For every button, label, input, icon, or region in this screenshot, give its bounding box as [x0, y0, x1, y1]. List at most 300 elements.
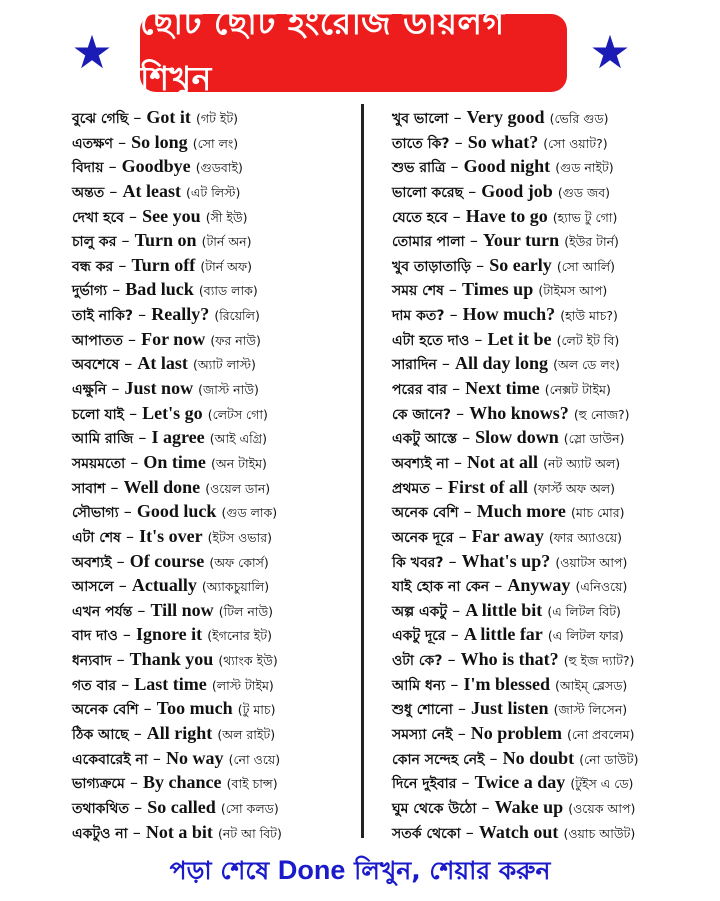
star-icon: ★ [71, 25, 113, 79]
phrase-row [392, 622, 692, 647]
bangla-phrase: অনেক দূরে [392, 529, 454, 546]
pronunciation: (হু নোজ?) [573, 406, 630, 422]
pronunciation: (সী ইউ) [205, 209, 248, 225]
bangla-phrase: ভালো করেছ [392, 184, 464, 201]
dash-separator: – [129, 206, 138, 226]
bangla-phrase: দাম কত? [392, 308, 445, 325]
bangla-phrase: সময়মতো [72, 455, 126, 472]
phrase-row [392, 475, 692, 500]
dash-separator: – [450, 674, 459, 694]
column-divider [361, 104, 364, 838]
phrase-row [72, 154, 357, 179]
phrase-row [72, 204, 357, 229]
dash-separator: – [450, 625, 459, 645]
phrase-row [392, 277, 692, 302]
phrase-row [392, 351, 692, 376]
bangla-phrase: শুভ রাত্রি [392, 160, 446, 177]
pronunciation: (নট অ্যাট অল) [543, 455, 621, 471]
english-phrase: Bad luck [125, 279, 194, 300]
english-phrase: Anyway [507, 575, 571, 596]
bangla-phrase: সারাদিন [392, 357, 437, 374]
pronunciation: (ওয়াচ আউট) [563, 825, 636, 841]
phrase-row [72, 425, 357, 450]
bangla-phrase: সমস্যা নেই [392, 727, 453, 744]
bangla-phrase: যেতে হবে [392, 209, 448, 226]
phrase-row [392, 598, 692, 623]
phrase-row [72, 647, 357, 672]
pronunciation: (অল ডে লং) [553, 357, 620, 373]
bangla-phrase: সময় শেষ [392, 283, 444, 300]
pronunciation: (অ্যাট লাস্ট) [192, 357, 256, 373]
footer-text-before: পড়া শেষে [169, 856, 270, 885]
english-phrase: Not a bit [145, 821, 213, 842]
bangla-phrase: চালু কর [72, 234, 117, 251]
english-phrase: All day long [454, 353, 549, 374]
dash-separator: – [461, 773, 470, 793]
english-phrase: Much more [476, 501, 566, 522]
english-phrase: Just listen [471, 698, 549, 719]
english-phrase: How much? [462, 304, 556, 325]
phrase-row [392, 696, 692, 721]
english-phrase: Your turn [482, 230, 560, 251]
english-phrase: A little far [463, 624, 543, 645]
pronunciation: (রিয়েলি) [214, 308, 260, 324]
phrase-row [72, 105, 357, 130]
bangla-phrase: বাদ দাও [72, 628, 118, 645]
phrase-row [72, 770, 357, 795]
dash-separator: – [448, 551, 457, 571]
english-phrase: Thank you [129, 649, 214, 670]
dash-separator: – [481, 797, 490, 817]
dash-separator: – [468, 181, 477, 201]
dash-separator: – [116, 650, 125, 670]
bangla-phrase: এটা শেষ [72, 529, 121, 546]
pronunciation: (হ্যাভ টু গো) [552, 209, 618, 225]
dash-separator: – [126, 526, 134, 546]
dash-separator: – [112, 280, 121, 300]
pronunciation: (থ্যাংক ইউ) [218, 653, 278, 669]
phrase-row [392, 524, 692, 549]
phrase-row [392, 130, 692, 155]
english-phrase: So called [147, 796, 216, 817]
english-phrase: At least [122, 180, 181, 201]
pronunciation: (গুড জব) [557, 184, 611, 200]
english-phrase: Too much [156, 698, 233, 719]
english-phrase: On time [143, 451, 206, 472]
bangla-phrase: চলো যাই [72, 406, 124, 423]
dash-separator: – [441, 354, 450, 374]
english-phrase: By chance [143, 772, 222, 793]
dash-separator: – [463, 502, 472, 522]
dash-separator: – [462, 428, 471, 448]
english-phrase: Twice a day [474, 772, 566, 793]
dash-separator: – [130, 452, 139, 472]
bangla-phrase: এখন পর্যন্ত [72, 603, 133, 620]
bangla-phrase: সতর্ক থেকো [392, 825, 461, 842]
dash-separator: – [476, 255, 485, 275]
bangla-phrase: ধন্যবাদ [72, 653, 112, 670]
english-phrase: No way [166, 747, 224, 768]
bangla-phrase: এক্ষুনি [72, 382, 107, 399]
pronunciation: (সো কলড) [220, 800, 279, 816]
english-phrase: Actually [131, 575, 197, 596]
english-phrase: Not at all [467, 451, 539, 472]
dash-separator: – [452, 206, 461, 226]
pronunciation: (লাস্ট টাইম) [211, 677, 274, 693]
dash-separator: – [469, 231, 478, 251]
pronunciation: (টাইমস আপ) [538, 283, 608, 299]
footer-done-word: Done [277, 855, 346, 885]
star-icon: ★ [589, 25, 631, 79]
pronunciation: (লেট ইট বি) [556, 332, 620, 348]
phrase-list-left [72, 105, 357, 844]
english-phrase: Who knows? [469, 402, 569, 423]
pronunciation: (জাস্ট লিসেন) [553, 702, 628, 718]
english-phrase: Wake up [494, 796, 564, 817]
phrase-row [72, 746, 357, 771]
phrase-row [392, 204, 692, 229]
dash-separator: – [138, 305, 147, 325]
dash-separator: – [458, 526, 467, 546]
bangla-phrase: তাই নাকি? [72, 308, 134, 325]
bangla-phrase: এতক্ষণ [72, 135, 113, 152]
english-phrase: Goodbye [121, 156, 191, 177]
bangla-phrase: অল্প একটু [392, 603, 448, 620]
english-phrase: Of course [129, 550, 205, 571]
phrase-row [392, 425, 692, 450]
english-phrase: So what? [467, 131, 539, 152]
phrase-row [72, 499, 357, 524]
dash-separator: – [450, 157, 459, 177]
english-phrase: Good night [463, 156, 551, 177]
pronunciation: (টুইস এ ডে) [570, 776, 634, 792]
dash-separator: – [137, 600, 146, 620]
dash-separator: – [453, 452, 462, 472]
phrase-row [392, 401, 692, 426]
pronunciation: (মাচ মোর) [570, 505, 625, 521]
phrase-row [72, 401, 357, 426]
english-phrase: Good job [481, 180, 553, 201]
pronunciation: (গুডবাই) [195, 160, 243, 176]
bangla-phrase: দিনে দুইবার [392, 776, 457, 793]
footer-text-after: লিখুন, শেয়ার করুন [354, 856, 551, 885]
phrase-row [72, 376, 357, 401]
phrase-row [392, 105, 692, 130]
pronunciation: (আইম্ ব্লেসড) [555, 677, 628, 693]
dash-separator: – [118, 132, 127, 152]
bangla-phrase: ভাগ্যক্রমে [72, 776, 125, 793]
english-phrase: Good luck [136, 501, 217, 522]
pronunciation: (টিল নাউ) [218, 603, 274, 619]
bangla-phrase: দুর্ভাগ্য [72, 283, 108, 300]
bangla-phrase: ওটা কে? [392, 653, 443, 670]
english-phrase: Next time [465, 378, 540, 399]
bangla-phrase: ঘুম থেকে উঠো [392, 800, 477, 817]
pronunciation: (ফর নাউ) [210, 332, 261, 348]
phrase-row [72, 672, 357, 697]
dash-separator: – [452, 379, 461, 399]
pronunciation: (ফার অ্যাওয়ে) [548, 529, 622, 545]
bangla-phrase: বন্ধ কর [72, 258, 114, 275]
bangla-phrase: প্রথমত [392, 480, 430, 497]
english-phrase: Well done [123, 476, 201, 497]
phrase-row [72, 524, 357, 549]
bangla-phrase: একটুও না [72, 825, 128, 842]
pronunciation: (এ লিটল বিট) [547, 603, 621, 619]
phrase-row [392, 647, 692, 672]
bangla-phrase: যাই হোক না কেন [392, 579, 490, 596]
dash-separator: – [434, 477, 443, 497]
bangla-phrase: ঠিক আছে [72, 727, 129, 744]
phrase-row [72, 622, 357, 647]
phrase-row [392, 770, 692, 795]
pronunciation: (গট ইট) [196, 111, 239, 126]
english-phrase: What's up? [461, 550, 551, 571]
english-phrase: Got it [146, 107, 191, 127]
footer-cta [0, 848, 720, 892]
phrase-row [392, 179, 692, 204]
pronunciation: (নো ওয়ে) [228, 751, 281, 767]
phrase-row [72, 598, 357, 623]
english-phrase: Let's go [142, 402, 203, 423]
phrase-row [72, 721, 357, 746]
bangla-phrase: অবশেষে [72, 357, 120, 374]
dash-separator: – [474, 329, 483, 349]
bangla-phrase: একটু দূরে [392, 628, 446, 645]
english-phrase: Ignore it [136, 624, 203, 645]
phrase-row [72, 277, 357, 302]
bangla-phrase: আমি ধন্য [392, 677, 446, 694]
dash-separator: – [138, 428, 147, 448]
phrase-row [72, 549, 357, 574]
pronunciation: (সো লং) [192, 135, 239, 151]
pronunciation: (স্লো ডাউন) [563, 431, 625, 447]
bangla-phrase: খুব তাড়াতাড়ি [392, 258, 472, 275]
bangla-phrase: এটা হতে দাও [392, 332, 470, 349]
dash-separator: – [121, 674, 130, 694]
pronunciation: (এ লিটল ফার) [547, 628, 624, 644]
bangla-phrase: অবশ্যই না [392, 455, 449, 472]
bangla-phrase: অনেক বেশি [392, 505, 459, 522]
pronunciation: (গুড লাক) [221, 505, 278, 521]
phrase-row [392, 795, 692, 820]
english-phrase: Far away [471, 525, 544, 546]
phrase-row [72, 696, 357, 721]
dash-separator: – [452, 600, 461, 620]
dash-separator: – [447, 650, 456, 670]
phrase-row [72, 130, 357, 155]
pronunciation: (হাউ মাচ?) [560, 308, 618, 324]
dash-separator: – [128, 329, 136, 349]
bangla-phrase: একটু আস্তে [392, 431, 457, 448]
pronunciation: (আই এগ্রি) [209, 431, 267, 447]
english-phrase: Turn off [131, 254, 196, 275]
english-phrase: First of all [447, 476, 528, 497]
dash-separator: – [116, 551, 125, 571]
bangla-phrase: অনেক বেশি [72, 702, 139, 719]
phrase-row [392, 450, 692, 475]
bangla-phrase: একেবারেই না [72, 751, 148, 768]
english-phrase: I agree [151, 427, 205, 448]
english-phrase: A little bit [465, 599, 543, 620]
phrase-row [72, 302, 357, 327]
dash-separator: – [454, 132, 463, 152]
dash-separator: – [129, 403, 138, 423]
bangla-phrase: শুধু শোনো [392, 702, 453, 719]
bangla-phrase: আপাতত [72, 332, 123, 349]
phrase-row [72, 820, 357, 845]
phrase-row [72, 573, 357, 598]
page-title [140, 3, 567, 98]
bangla-phrase: সৌভাগ্য [72, 505, 119, 522]
phrase-row [392, 820, 692, 845]
dash-separator: – [124, 354, 133, 374]
pronunciation: (নো ডাউট) [579, 751, 639, 767]
phrase-row [392, 228, 692, 253]
dash-separator: – [122, 625, 131, 645]
english-phrase: Turn on [134, 230, 197, 251]
dash-separator: – [118, 576, 127, 596]
phrase-row [72, 327, 357, 352]
pronunciation: (টু মাচ) [237, 702, 276, 718]
bangla-phrase: কে জানে? [392, 406, 452, 423]
dash-separator: – [449, 305, 458, 325]
phrase-list-right [392, 105, 692, 844]
english-phrase: Have to go [465, 205, 548, 226]
pronunciation: (নট আ বিট) [217, 825, 282, 841]
pronunciation: (বাই চান্স) [226, 776, 278, 792]
pronunciation: (অফ কোর্স) [209, 554, 269, 570]
phrase-row [392, 573, 692, 598]
bangla-phrase: তথাকথিত [72, 800, 130, 817]
dash-separator: – [457, 699, 466, 719]
pronunciation: (সো আর্লি) [556, 258, 615, 274]
english-phrase: At last [137, 353, 188, 374]
bangla-phrase: গত বার [72, 677, 117, 694]
phrase-row [392, 746, 692, 771]
pronunciation: (সো ওয়াট?) [543, 135, 608, 151]
pronunciation: (ওয়াটস আপ) [555, 554, 628, 570]
dash-separator: – [109, 181, 118, 201]
bangla-phrase: কি খবর? [392, 554, 444, 571]
bangla-phrase: খুব ভালো [392, 111, 449, 127]
pronunciation: (ফার্স্ট অফ অল) [533, 480, 615, 496]
pronunciation: (ইগনোর ইট) [207, 628, 272, 644]
phrase-row [392, 253, 692, 278]
bangla-phrase: তাতে কি? [392, 135, 450, 152]
english-phrase: Watch out [478, 821, 559, 842]
phrase-row [392, 376, 692, 401]
pronunciation: (ব্যাড লাক) [198, 283, 258, 299]
phrase-row [72, 253, 357, 278]
english-phrase: No doubt [502, 747, 575, 768]
phrase-row [72, 450, 357, 475]
dash-separator: – [453, 108, 462, 127]
pronunciation: (এট লিস্ট) [186, 184, 241, 200]
phrase-row [72, 351, 357, 376]
page-title-text: ছোট ছোট ইংরেজি ডায়লগ শিখুন [140, 3, 505, 98]
dash-separator: – [133, 724, 142, 744]
phrase-row [392, 549, 692, 574]
english-phrase: I'm blessed [463, 673, 550, 694]
bangla-phrase: বুঝে গেছি [72, 111, 129, 127]
pronunciation: (এনিওয়ে) [575, 579, 628, 595]
bangla-phrase: বিদায় [72, 160, 104, 177]
dash-separator: – [456, 403, 465, 423]
bangla-phrase: আসলে [72, 579, 114, 596]
phrase-row [72, 179, 357, 204]
english-phrase: See you [142, 205, 201, 226]
phrase-row [72, 228, 357, 253]
pronunciation: (লেটস গো) [207, 406, 268, 422]
phrase-row [392, 721, 692, 746]
phrase-row [392, 672, 692, 697]
pronunciation: (ইউর টার্ন) [564, 234, 619, 250]
english-phrase: It's over [139, 525, 203, 546]
bangla-phrase: সাবাশ [72, 480, 106, 497]
dash-separator: – [111, 379, 120, 399]
pronunciation: (অল রাইট) [217, 727, 276, 743]
english-phrase: Really? [151, 304, 210, 325]
dash-separator: – [448, 280, 457, 300]
bangla-phrase: তোমার পালা [392, 234, 465, 251]
pronunciation: (জাস্ট নাউ) [198, 382, 259, 398]
english-phrase: Till now [150, 599, 214, 620]
english-phrase: Who is that? [460, 649, 559, 670]
phrase-row [392, 302, 692, 327]
bangla-phrase: অন্তত [72, 184, 105, 201]
english-phrase: Times up [462, 279, 534, 300]
english-phrase: So early [489, 254, 552, 275]
english-phrase: All right [146, 723, 213, 744]
bangla-phrase: দেখা হবে [72, 209, 124, 226]
pronunciation: (নো প্রবলেম) [567, 727, 635, 743]
pronunciation: (ভেরি গুড) [549, 111, 609, 126]
pronunciation: (অন টাইম) [211, 455, 267, 471]
dash-separator: – [108, 157, 117, 177]
english-phrase: So long [131, 131, 188, 152]
dash-separator: – [489, 748, 498, 768]
phrase-row [392, 154, 692, 179]
english-phrase: For now [141, 328, 206, 349]
english-phrase: Very good [466, 107, 545, 127]
pronunciation: (ওয়েক আপ) [568, 800, 636, 816]
phrase-row [72, 795, 357, 820]
pronunciation: (ওয়েল ডান) [205, 480, 271, 496]
dash-separator: – [118, 255, 127, 275]
pronunciation: (গুড নাইট) [555, 160, 614, 176]
dash-separator: – [123, 502, 132, 522]
dash-separator: – [494, 576, 503, 596]
bangla-phrase: অবশ্যই [72, 554, 112, 571]
pronunciation: (নেক্সট টাইম) [544, 382, 611, 398]
bangla-phrase: পরের বার [392, 382, 447, 399]
english-phrase: Last time [134, 673, 207, 694]
pronunciation: (অ্যাকচুয়ালি) [201, 579, 270, 595]
pronunciation: (হু ইজ দ্যাট?) [563, 653, 635, 669]
pronunciation: (টার্ন অফ) [200, 258, 252, 274]
dash-separator: – [110, 477, 119, 497]
phrase-row [72, 475, 357, 500]
dash-separator: – [152, 748, 161, 768]
english-phrase: No problem [470, 723, 562, 744]
bangla-phrase: আমি রাজি [72, 431, 134, 448]
dash-separator: – [465, 822, 474, 842]
phrase-row [392, 327, 692, 352]
bangla-phrase: কোন সন্দেহ নেই [392, 751, 485, 768]
pronunciation: (ইটস ওভার) [207, 529, 272, 545]
dash-separator: – [121, 231, 130, 251]
